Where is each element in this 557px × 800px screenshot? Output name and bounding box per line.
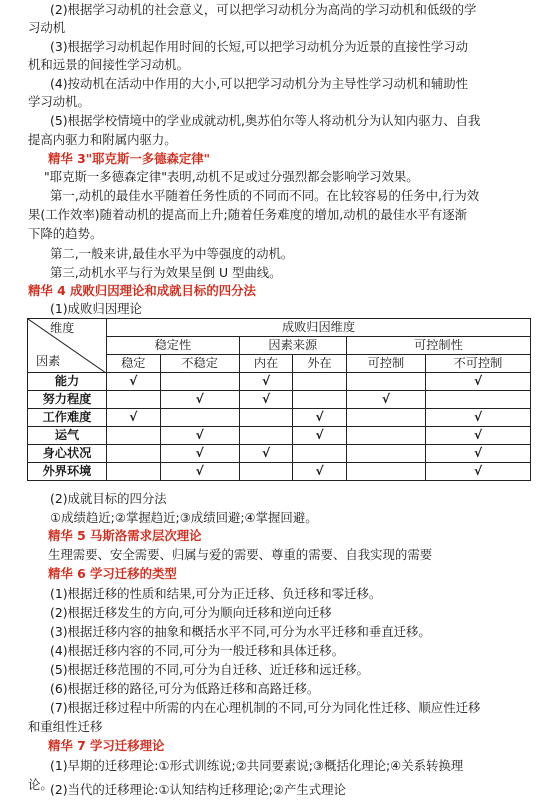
check-cell: √: [107, 373, 161, 391]
text-line: 和重组性迁移: [28, 719, 103, 734]
sub-header: 外在: [293, 355, 347, 373]
text-line: 生理需要、安全需要、归属与爱的需要、尊重的需要、自我实现的需要: [48, 547, 433, 562]
check-cell: √: [239, 445, 293, 463]
sub-header: 可控制: [346, 355, 425, 373]
text-line: (1)根据迁移的性质和结果,可分为正迁移、负迁移和零迁移。: [50, 586, 382, 601]
check-cell: [107, 445, 161, 463]
text-line: (1)早期的迁移理论:①形式训练说;②共同要素说;③概括化理论;④关系转换理: [50, 758, 464, 773]
text-line: (7)根据迁移过程中所需的内在心理机制的不同,可分为同化性迁移、顺应性迁移: [50, 700, 481, 715]
table-row: [28, 445, 531, 463]
check-cell: √: [426, 463, 531, 481]
corner-top-label: 维度: [50, 321, 75, 335]
text-line: (6)根据迁移的路径,可分为低路迁移和高路迁移。: [50, 681, 320, 696]
text-line: 第三,动机水平与行为效果呈倒 U 型曲线。: [50, 265, 282, 280]
check-cell: [107, 463, 161, 481]
sub-header: 内在: [239, 355, 293, 373]
check-cell: √: [426, 373, 531, 391]
check-cell: [293, 391, 347, 409]
factor-cell: 能力: [28, 373, 107, 391]
check-cell: √: [160, 463, 239, 481]
check-cell: √: [346, 391, 425, 409]
table-corner-cell: [28, 319, 107, 373]
text-line: (5)根据迁移范围的不同,可分为自迁移、近迁移和远迁移。: [50, 662, 369, 677]
table-caption: (1)成败归因理论: [50, 301, 142, 316]
text-line: "耶克斯一多德森定律"表明,动机不足或过分强烈都会影响学习效果。: [44, 169, 419, 184]
text-line: (2)成就目标的四分法: [50, 491, 167, 506]
text-line: 第二,一般来讲,最佳水平为中等强度的动机。: [50, 246, 294, 261]
table-row: [28, 463, 531, 481]
check-cell: [346, 463, 425, 481]
text-line: (3)根据学习动机起作用时间的长短,可以把学习动机分为近景的直接性学习动: [50, 39, 468, 54]
check-cell: √: [426, 427, 531, 445]
check-cell: [346, 409, 425, 427]
check-cell: [346, 373, 425, 391]
text-line: (4)根据迁移内容的不同,可分为一般迁移和具体迁移。: [50, 643, 345, 658]
check-cell: √: [293, 463, 347, 481]
check-cell: [346, 445, 425, 463]
check-cell: √: [293, 427, 347, 445]
check-cell: [239, 463, 293, 481]
check-cell: √: [160, 391, 239, 409]
sub-header: 稳定: [107, 355, 161, 373]
check-cell: √: [160, 445, 239, 463]
check-cell: √: [426, 445, 531, 463]
attribution-table: [27, 318, 531, 481]
check-cell: [160, 373, 239, 391]
sub-header: 不稳定: [160, 355, 239, 373]
factor-cell: 身心状况: [28, 445, 107, 463]
text-line-last: (2)当代的迁移理论:①认知结构迁移理论;②产生式理论: [50, 782, 346, 797]
check-cell: √: [239, 391, 293, 409]
section-heading: 精华 6 学习迁移的类型: [48, 566, 177, 581]
table-row: [28, 373, 531, 391]
text-line: 第一,动机的最佳水平随着任务性质的不同而不同。在比较容易的任务中,行为效: [50, 188, 480, 203]
check-cell: [239, 409, 293, 427]
table-row: [28, 409, 531, 427]
text-line: 机和远景的间接性学习动机。: [28, 57, 190, 72]
text-line: (4)按动机在活动中作用的大小,可以把学习动机分为主导性学习动机和辅助性: [50, 76, 468, 91]
section-heading: 精华 3"耶克斯一多德森定律": [48, 151, 211, 166]
text-line: (5)根据学校情境中的学业成就动机,奥苏伯尔等人将动机分为认知内驱力、自我: [50, 113, 481, 128]
factor-cell: 外界环境: [28, 463, 107, 481]
check-cell: √: [107, 409, 161, 427]
text-line: 学习动机。: [28, 94, 90, 109]
text-line: ①成绩趋近;②掌握趋近;③成绩回避;④掌握回避。: [50, 510, 318, 525]
table-main-header: 成败归因维度: [107, 319, 531, 337]
check-cell: [293, 373, 347, 391]
sub-header: 不可控制: [426, 355, 531, 373]
text-line: 提高内驱力和附属内驱力。: [28, 132, 177, 147]
text-line: 果(工作效率)随着动机的提高而上升;随着任务难度的增加,动机的最佳水平有逐渐: [28, 207, 468, 222]
text-line: (2)根据学习动机的社会意义，可以把学习动机分为高尚的学习动机和低级的学: [50, 2, 477, 17]
factor-cell: 工作难度: [28, 409, 107, 427]
check-cell: √: [426, 409, 531, 427]
text-line: (3)根据迁移内容的抽象和概括水平不同,可分为水平迁移和垂直迁移。: [50, 624, 431, 639]
factor-cell: 运气: [28, 427, 107, 445]
check-cell: [160, 409, 239, 427]
group-header: 稳定性: [107, 337, 240, 355]
text-line: 下降的趋势。: [28, 226, 103, 241]
check-cell: [293, 445, 347, 463]
text-line: (2)根据迁移发生的方向,可分为顺向迁移和逆向迁移: [50, 605, 332, 620]
check-cell: √: [160, 427, 239, 445]
section-heading-4: 精华 4 成败归因理论和成就目标的四分法: [28, 283, 256, 298]
table-row: [28, 427, 531, 445]
check-cell: [239, 427, 293, 445]
check-cell: √: [239, 373, 293, 391]
check-cell: [107, 391, 161, 409]
section-heading: 精华 5 马斯洛需求层次理论: [48, 528, 202, 543]
check-cell: [346, 427, 425, 445]
section-heading: 精华 7 学习迁移理论: [48, 738, 165, 753]
group-header: 可控制性: [346, 337, 530, 355]
corner-bottom-label: 因素: [36, 354, 61, 368]
text-line: 习动机: [28, 20, 66, 35]
table-row: [28, 391, 531, 409]
check-cell: √: [293, 409, 347, 427]
factor-cell: 努力程度: [28, 391, 107, 409]
check-cell: [426, 391, 531, 409]
check-cell: [107, 427, 161, 445]
group-header: 因素来源: [239, 337, 346, 355]
text-line: 论。: [28, 777, 53, 792]
